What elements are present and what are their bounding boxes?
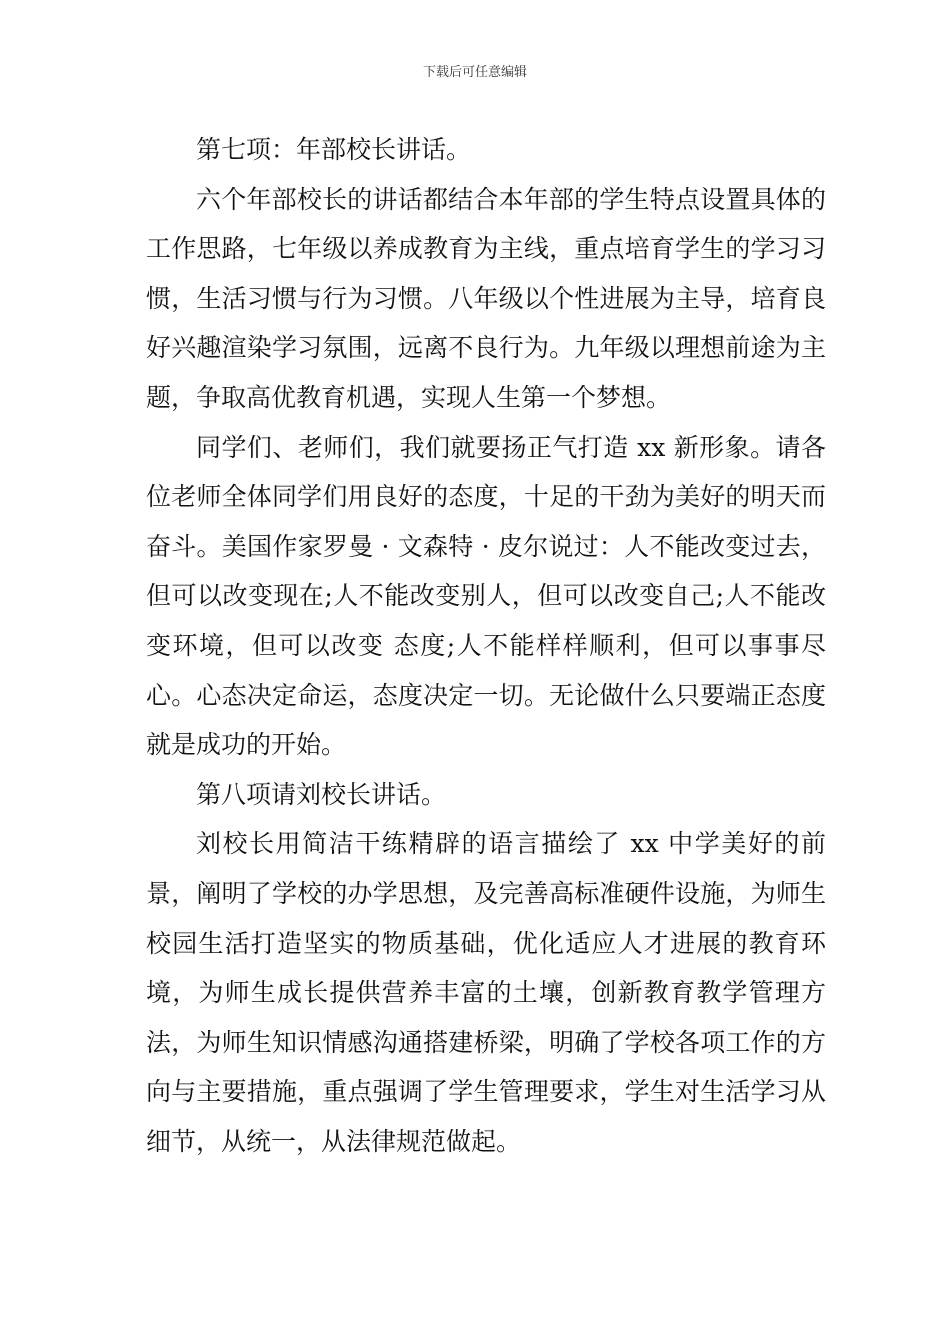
paragraph-principal-liu-speech: 刘校长用简洁干练精辟的语言描绘了 xx 中学美好的前景，阐明了学校的办学思想，及完善高标准硬件设施，为师生校园生活打造坚实的物质基础，优化适应人才进展的教育环境，为师生成长提供营养丰富的土壤，创新教育教学管理方法，为师生知识情感沟通搭建桥梁，明确了学校各项工作的方向与主要措施，重点强调了学生管理要求，学生对生活学习从细节，从统一，从法律规范做起。 bbox=[146, 829, 826, 1156]
page-header: 下载后可任意编辑 bbox=[422, 65, 527, 80]
document-body bbox=[146, 125, 826, 1166]
paragraph-students-teachers-appeal: 同学们、老师们，我们就要扬正气打造 xx 新形象。请各位老师全体同学们用良好的态度，十足的干劲为美好的明天而奋斗。美国作家罗曼 · 文森特 · 皮尔说过：人不能改变过去，但可以改变现在;人不能改变别人，但可以改变自己;人不能改变环境，但可以改变 态度;人不能样样顺利，但可以事事尽心。心态决定命运，态度决定一切。无论做什么只要端正态度就是成功的开始。 bbox=[146, 432, 826, 760]
paragraph-item-7-heading: 第七项：年部校长讲话。 bbox=[196, 135, 472, 164]
paragraph-item-8-heading: 第八项请刘校长讲话。 bbox=[196, 779, 447, 809]
paragraph-grade-leaders-speech: 六个年部校长的讲话都结合本年部的学生特点设置具体的工作思路，七年级以养成教育为主线，重点培育学生的学习习惯，生活习惯与行为习惯。八年级以个性进展为主导，培育良好兴趣渲染学习氛围，远离不良行为。九年级以理想前途为主题，争取高优教育机遇，实现人生第一个梦想。 bbox=[146, 184, 826, 412]
